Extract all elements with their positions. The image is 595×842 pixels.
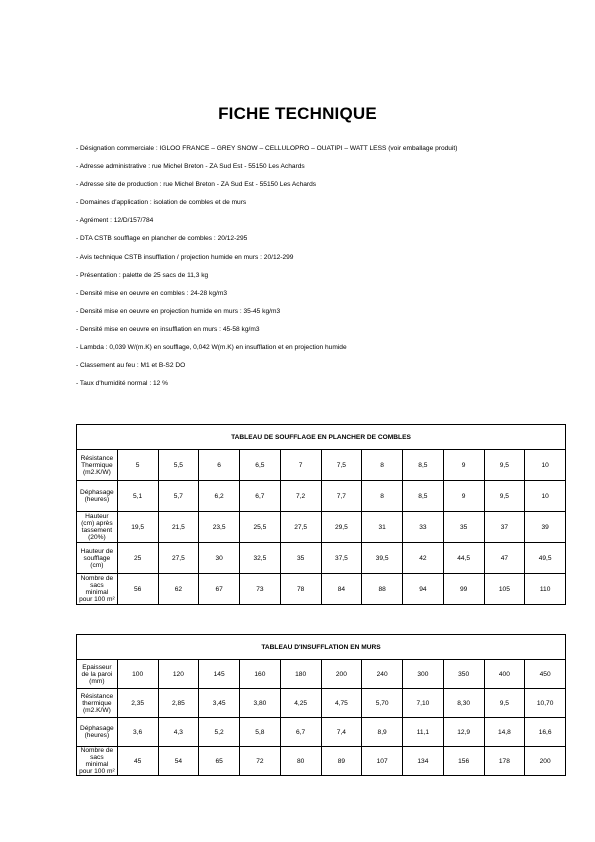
spec-item: - Domaines d'application : isolation de combles et de murs [76, 199, 247, 207]
table-cell: 200 [525, 747, 566, 776]
table-cell: 10,70 [525, 689, 566, 718]
row-label: Nombre de sacs minimal pour 100 m² [77, 574, 118, 605]
spec-item: - Adresse administrative : rue Michel Breton - ZA Sud Est - 55150 Les Achards [76, 163, 305, 171]
table-cell: 94 [403, 574, 444, 605]
table-cell: 107 [362, 747, 403, 776]
table-cell: 7 [280, 450, 321, 481]
table-row [77, 543, 566, 574]
table-cell: 8,5 [403, 481, 444, 512]
insufflation-table [76, 634, 566, 776]
table-cell: 200 [321, 660, 362, 689]
table-cell: 4,25 [280, 689, 321, 718]
table-cell: 10 [525, 450, 566, 481]
row-label: Résistance thermique (m2.K/W) [77, 689, 118, 718]
soufflage-table [76, 424, 566, 605]
table-cell: 7,10 [403, 689, 444, 718]
table-cell: 100 [117, 660, 158, 689]
table-cell: 120 [158, 660, 199, 689]
table-cell: 3,45 [199, 689, 240, 718]
spec-item: - DTA CSTB soufflage en plancher de combles : 20/12-295 [76, 235, 248, 243]
table-cell: 5,8 [240, 718, 281, 747]
table-cell: 105 [484, 574, 525, 605]
table-cell: 67 [199, 574, 240, 605]
table-row [77, 512, 566, 543]
table-cell: 54 [158, 747, 199, 776]
table-cell: 2,85 [158, 689, 199, 718]
table-cell: 3,80 [240, 689, 281, 718]
table-row [77, 450, 566, 481]
row-label: Résistance Thermique (m2.K/W) [77, 450, 118, 481]
table-row [77, 689, 566, 718]
spec-item: - Adresse site de production : rue Michel Breton - ZA Sud Est - 55150 Les Achards [76, 181, 317, 189]
table-cell: 7,2 [280, 481, 321, 512]
table-cell: 6 [199, 450, 240, 481]
spec-list [76, 145, 531, 398]
table-cell: 23,5 [199, 512, 240, 543]
table-cell: 62 [158, 574, 199, 605]
spec-item: - Présentation : palette de 25 sacs de 11,3 kg [76, 271, 209, 279]
table-cell: 37 [484, 512, 525, 543]
table-heading: TABLEAU D'INSUFFLATION EN MURS [77, 635, 566, 660]
table-cell: 14,8 [484, 718, 525, 747]
spec-item: - Taux d'humidité normal : 12 % [76, 380, 169, 388]
table-cell: 33 [403, 512, 444, 543]
row-label: Déphasage (heures) [77, 481, 118, 512]
spec-item: - Classement au feu : M1 et B-S2 DO [76, 362, 186, 370]
table-cell: 8 [362, 450, 403, 481]
table-cell: 89 [321, 747, 362, 776]
table-cell: 6,5 [240, 450, 281, 481]
table-cell: 73 [240, 574, 281, 605]
table-cell: 7,4 [321, 718, 362, 747]
table-cell: 12,9 [443, 718, 484, 747]
table-cell: 21,5 [158, 512, 199, 543]
table-heading-row [77, 635, 566, 660]
table-cell: 27,5 [280, 512, 321, 543]
table-cell: 8,5 [403, 450, 444, 481]
table-cell: 99 [443, 574, 484, 605]
table-cell: 145 [199, 660, 240, 689]
table-row [77, 660, 566, 689]
table-row [77, 747, 566, 776]
table-cell: 7,5 [321, 450, 362, 481]
table-cell: 450 [525, 660, 566, 689]
row-label: Epaisseur de la paroi (mm) [77, 660, 118, 689]
table-cell: 84 [321, 574, 362, 605]
table-cell: 6,7 [280, 718, 321, 747]
table-cell: 88 [362, 574, 403, 605]
table-cell: 56 [117, 574, 158, 605]
table-cell: 39 [525, 512, 566, 543]
table-cell: 31 [362, 512, 403, 543]
row-label: Déphasage (heures) [77, 718, 118, 747]
table-cell: 39,5 [362, 543, 403, 574]
table-cell: 5,2 [199, 718, 240, 747]
table-cell: 19,5 [117, 512, 158, 543]
table-cell: 80 [280, 747, 321, 776]
table-cell: 178 [484, 747, 525, 776]
table-heading-row [77, 425, 566, 450]
table-cell: 9,5 [484, 481, 525, 512]
table-cell: 78 [280, 574, 321, 605]
table-cell: 3,6 [117, 718, 158, 747]
table-row [77, 481, 566, 512]
table-cell: 49,5 [525, 543, 566, 574]
row-label: Hauteur de soufflage (cm) [77, 543, 118, 574]
table-cell: 160 [240, 660, 281, 689]
spec-item: - Densité mise en oeuvre en projection humide en murs : 35-45 kg/m3 [76, 307, 281, 315]
table-cell: 8 [362, 481, 403, 512]
table-cell: 25 [117, 543, 158, 574]
table-cell: 7,7 [321, 481, 362, 512]
table-cell: 5 [117, 450, 158, 481]
table-cell: 11,1 [403, 718, 444, 747]
table-cell: 16,6 [525, 718, 566, 747]
table-cell: 32,5 [240, 543, 281, 574]
table-cell: 4,3 [158, 718, 199, 747]
table-cell: 2,35 [117, 689, 158, 718]
table-cell: 350 [443, 660, 484, 689]
table-cell: 240 [362, 660, 403, 689]
table-row [77, 718, 566, 747]
table-cell: 47 [484, 543, 525, 574]
table-cell: 65 [199, 747, 240, 776]
table-cell: 6,7 [240, 481, 281, 512]
table-cell: 9,5 [484, 689, 525, 718]
table-cell: 5,5 [158, 450, 199, 481]
table-cell: 4,75 [321, 689, 362, 718]
table-cell: 400 [484, 660, 525, 689]
table-cell: 45 [117, 747, 158, 776]
table-cell: 27,5 [158, 543, 199, 574]
table-cell: 156 [443, 747, 484, 776]
spec-item: - Densité mise en oeuvre en insufflation en murs : 45-58 kg/m3 [76, 325, 260, 333]
row-label: Nombre de sacs minimal pour 100 m² [77, 747, 118, 776]
table-cell: 9 [443, 450, 484, 481]
table-cell: 29,5 [321, 512, 362, 543]
spec-item: - Lambda : 0,039 W/(m.K) en soufflage, 0,042 W(m.K) en insufflation et en projection humide [76, 344, 347, 352]
table-cell: 25,5 [240, 512, 281, 543]
spec-item: - Agrément : 12/D/157/784 [76, 217, 154, 225]
table-cell: 110 [525, 574, 566, 605]
table-cell: 5,70 [362, 689, 403, 718]
table-cell: 10 [525, 481, 566, 512]
table-cell: 5,7 [158, 481, 199, 512]
table-cell: 8,30 [443, 689, 484, 718]
spec-item: - Avis technique CSTB insufflation / projection humide en murs : 20/12-299 [76, 253, 294, 261]
table-cell: 44,5 [443, 543, 484, 574]
table-cell: 6,2 [199, 481, 240, 512]
table-cell: 9 [443, 481, 484, 512]
table-cell: 35 [443, 512, 484, 543]
table-cell: 35 [280, 543, 321, 574]
table-heading: TABLEAU DE SOUFFLAGE EN PLANCHER DE COMBLES [77, 425, 566, 450]
table-cell: 134 [403, 747, 444, 776]
table-cell: 30 [199, 543, 240, 574]
table-cell: 8,9 [362, 718, 403, 747]
spec-item: - Désignation commerciale : IGLOO FRANCE – GREY SNOW – CELLULOPRO – OUATIPI – WATT LESS (voir emballage produit) [76, 145, 458, 152]
table-cell: 37,5 [321, 543, 362, 574]
table-cell: 42 [403, 543, 444, 574]
table-row [77, 574, 566, 605]
table-cell: 72 [240, 747, 281, 776]
table-cell: 5,1 [117, 481, 158, 512]
page-title: FICHE TECHNIQUE [218, 104, 377, 123]
spec-item: - Densité mise en oeuvre en combles : 24-28 kg/m3 [76, 289, 227, 297]
row-label: Hauteur (cm) après tassement (20%) [77, 512, 118, 543]
table-cell: 9,5 [484, 450, 525, 481]
table-cell: 180 [280, 660, 321, 689]
table-cell: 300 [403, 660, 444, 689]
